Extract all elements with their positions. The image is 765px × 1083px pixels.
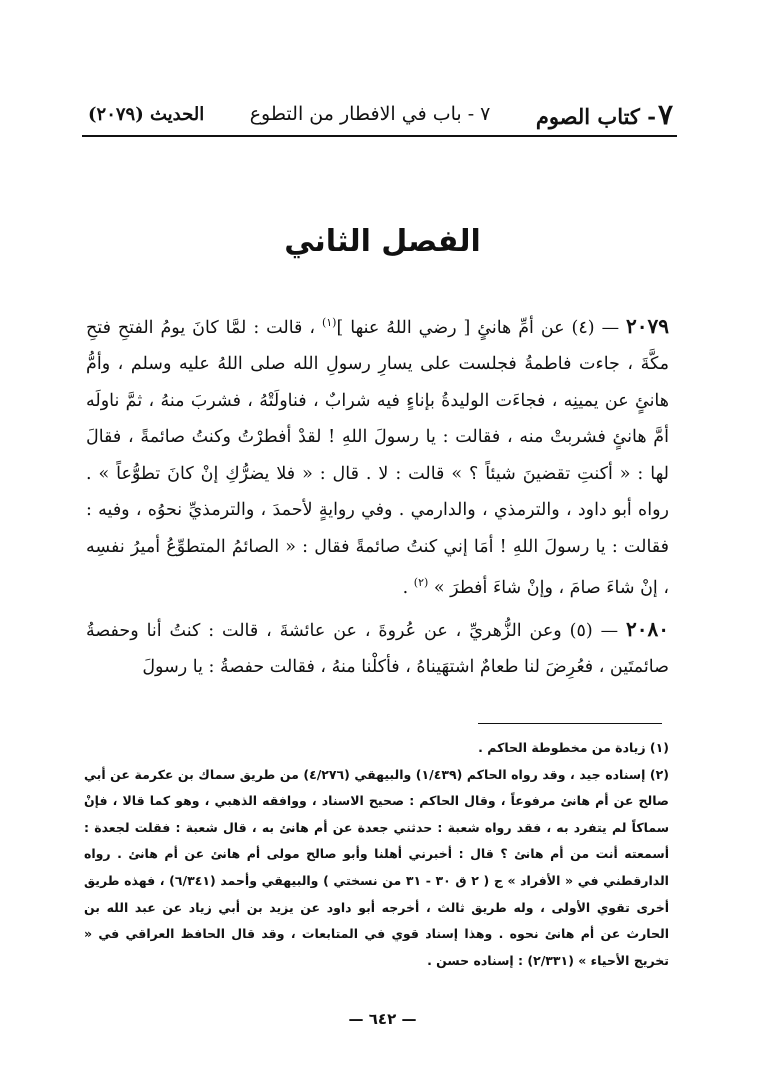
hadith-reference: الحديث (٢٠٧٩) [88,103,205,125]
hadith-number: ٢٠٧٩ [626,313,669,338]
hadith-number: ٢٠٨٠ [626,616,669,641]
hadith-text: ، قالت : لمَّا كانَ يومُ الفتحِ فتحِ مكَّةَ ، جاءت فاطمةُ فجلست على يسارِ رسولِ الله صلى اللهُ عليه وسلم ، وأمُّ هانئٍ عن يمينِه ، فجاءَت الوليدةُ بإناءٍ فيه شرابٌ ، فناولَتْهُ ، فشربَ منهُ ، ثمَّ ناولَه أمَّ هانئٍ فشربتْ منه ، فقالت : يا رسولَ اللهِ ! لقدْ أفطرْتُ وكنتُ صائمةً ، فقالَ لها : « أكنتِ تقضينَ شيئاً ؟ » قالت : لا . قال : « فلا يضرُّكِ إنْ كانَ تطوُّعاً » . رواه أبو داود ، والترمذي ، والدارمي . وفي روايةٍ لأحمدَ ، والترمذيِّ نحوُه ، وفيه : فقالت : يا رسولَ اللهِ ! أمَا إني كنتُ صائمةً فقال : « الصائمُ المتطوِّعُ أميرُ نفسِه ، إنْ شاءَ صامَ ، وإنْ شاءَ أفطرَ » [86,317,669,599]
book-title [536,98,673,131]
page-number: — ٦٤٢ — [348,1010,417,1028]
hadith-text-intro: — (٤) عن أمِّ هانئٍ [ رضي اللهُ عنها ] [336,317,620,338]
section-title: الفصل الثاني [284,224,481,259]
hadith-end-mark: . [402,578,409,599]
running-header [88,96,673,132]
header-divider [82,135,677,137]
hadith-text: — (٥) وعن الزُّهريِّ ، عن عُروةَ ، عن عائشةَ ، قالت : كنتُ أنا وحفصةُ صائمتَين ، فعُرِضَ لنا طعامٌ اشتهَيناهُ ، فأكلْنا منهُ ، فقالت حفصةُ : يا رسولَ [86,620,669,678]
footnote-item: (٢) إسناده جيد ، وقد رواه الحاكم (١/٤٣٩) والبيهقي (٤/٢٧٦) من طريق سماك بن عكرمة عن أبي صالح عن أم هانئ مرفوعاً ، وقال الحاكم : صحيح الاسناد ، ووافقه الذهبي ، وهو كما قالا ، فإنْ سماكاً لم يتفرد به ، فقد رواه شعبة : حدثني جعدة عن أم هانئ به ، قال شعبة : فقلت لجعدة : أسمعته أنت من أم هانئ ؟ قال : أخبرني أهلنا وأبو صالح مولى أم هانئ عن أم هانئ . رواه الدارقطني في « الأفراد » ج ( ٢ ق ٣٠ - ٣١ من نسختي ) والبيهقي وأحمد (٦/٣٤١) ، فهذه طريق أخرى تقوي الأولى ، وله طريق ثالث ، أخرجه أبو داود عن يزيد بن أبي زياد عن عبد الله بن الحارث عن أم هانئ نحوه . وهذا إسناد قوي في المتابعات ، وقد قال الحافظ العراقي في « تخريج الأحياء » (٢/٣٣١) : إسناده حسن . [84,766,669,968]
footnote-item: (١) زيادة من مخطوطة الحاكم . [478,740,669,755]
book-title-text: - كتاب الصوم [535,103,656,129]
footnote-divider [478,723,662,724]
footnote-marker: (١) [321,316,337,329]
hadith-paragraph [86,305,669,607]
book-number: ٧ [657,97,673,131]
footnote-marker: (٢) [413,576,429,590]
main-text [86,305,669,686]
footnotes [84,735,669,974]
chapter-title: ٧ - باب في الافطار من التطوع [249,103,491,125]
hadith-paragraph [86,611,669,686]
